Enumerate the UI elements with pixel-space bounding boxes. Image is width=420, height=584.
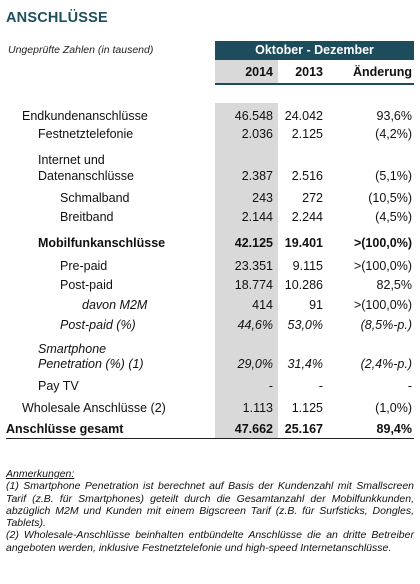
row-label: Wholesale Anschlüsse (2) [22, 401, 166, 415]
value-2013: 53,0% [287, 318, 323, 332]
footnotes-heading: Anmerkungen: [6, 468, 75, 480]
value-change: >(100,0%) [353, 236, 412, 250]
value-2014: 243 [252, 191, 273, 205]
value-2013: 10.286 [284, 278, 323, 292]
value-2013: 9.115 [292, 259, 323, 273]
footnote-1: (1) Smartphone Penetration ist berechnet auf Basis der Kundenzahl mit Smallscreen Tarif (z.B. für Smartphones) geteilt durch die Gesamtanzahl der Mobilfunkkunden, abzüglich M2M und Kunden mit einem Bigscreen Tarif (z.B. für Surfsticks, Dongles, Tablets). [6, 480, 414, 530]
value-2014: 1.113 [242, 401, 273, 415]
row-label: Breitband [60, 210, 114, 224]
column-header-2014: 2014 [245, 65, 273, 79]
value-change: (4,5%) [375, 210, 412, 224]
value-2013: 1.125 [291, 401, 323, 415]
row-label: davon M2M [82, 298, 148, 312]
row-label-line2: Penetration (%) (1) [38, 357, 144, 371]
value-2013: - [318, 379, 323, 393]
table-row [0, 210, 420, 226]
value-change: 82,5% [376, 278, 412, 292]
value-2014: 414 [252, 298, 273, 312]
row-label: Smartphone [38, 342, 107, 356]
table-row [0, 401, 420, 417]
table-row [0, 318, 420, 334]
value-change: >(100,0%) [353, 298, 412, 312]
value-2014: 47.662 [234, 422, 273, 436]
value-change: - [407, 379, 412, 393]
row-label: Festnetztelefonie [38, 127, 134, 141]
footnotes [6, 468, 414, 554]
value-2014: - [268, 379, 273, 393]
value-2014: 2.144 [241, 210, 273, 224]
row-label: Pre-paid [60, 259, 108, 273]
table-row [0, 109, 420, 125]
value-2013: 272 [302, 191, 323, 205]
table-row [0, 259, 420, 275]
value-2013: 2.516 [291, 169, 323, 183]
row-label: Post-paid [60, 278, 113, 292]
row-label: Schmalband [60, 191, 130, 205]
table-row [0, 191, 420, 207]
value-2013: 91 [309, 298, 323, 312]
value-2014: 2.036 [241, 127, 273, 141]
value-2013: 25.167 [284, 422, 323, 436]
value-2013: 24.042 [284, 109, 323, 123]
table-row [0, 422, 420, 438]
row-label-line2: Datenanschlüsse [38, 169, 134, 183]
table-row [0, 278, 420, 294]
table-row [0, 342, 420, 374]
row-label: Internet und [38, 153, 105, 167]
value-2013: 19.401 [284, 236, 323, 250]
value-change: 93,6% [376, 109, 412, 123]
table-row [0, 298, 420, 314]
header-divider [215, 83, 414, 85]
row-label: Post-paid (%) [60, 318, 136, 332]
value-2014: 46.548 [234, 109, 273, 123]
value-change: (8,5%-p.) [360, 318, 412, 332]
total-divider [6, 438, 414, 439]
value-change: (2,4%-p.) [360, 357, 412, 371]
row-label: Endkundenanschlüsse [22, 109, 148, 123]
value-2014: 29,0% [237, 357, 273, 371]
value-2013: 2.244 [291, 210, 323, 224]
value-change: (4,2%) [375, 127, 412, 141]
table-row [0, 153, 420, 185]
value-change: 89,4% [376, 422, 412, 436]
footnote-2: (2) Wholesale-Anschlüsse beinhalten entbündelte Anschlüsse die an dritte Betreiber angeboten werden, inklusive Festnetztelefonie und high-speed Internetanschlüsse. [6, 529, 414, 554]
value-2013: 2.125 [291, 127, 323, 141]
column-header-change: Änderung [352, 65, 412, 79]
value-2013: 31,4% [287, 357, 323, 371]
value-2014: 18.774 [234, 278, 273, 292]
row-label: Anschlüsse gesamt [6, 422, 124, 436]
value-change: (1,0%) [375, 401, 412, 415]
value-2014: 2.387 [241, 169, 273, 183]
value-2014: 23.351 [234, 259, 273, 273]
value-change: >(100,0%) [353, 259, 412, 273]
table-subtitle: Ungeprüfte Zahlen (in tausend) [8, 44, 154, 56]
column-header-2013: 2013 [295, 65, 323, 79]
value-2014: 42.125 [234, 236, 273, 250]
row-label: Mobilfunkanschlüsse [38, 236, 166, 250]
table-row [0, 127, 420, 143]
value-2014: 44,6% [237, 318, 273, 332]
value-change: (5,1%) [375, 169, 412, 183]
row-label: Pay TV [38, 379, 79, 393]
table-row [0, 379, 420, 395]
table-row [0, 236, 420, 252]
period-header: Oktober - Dezember [215, 41, 414, 60]
value-change: (10,5%) [368, 191, 412, 205]
page-title: ANSCHLÜSSE [6, 10, 108, 26]
